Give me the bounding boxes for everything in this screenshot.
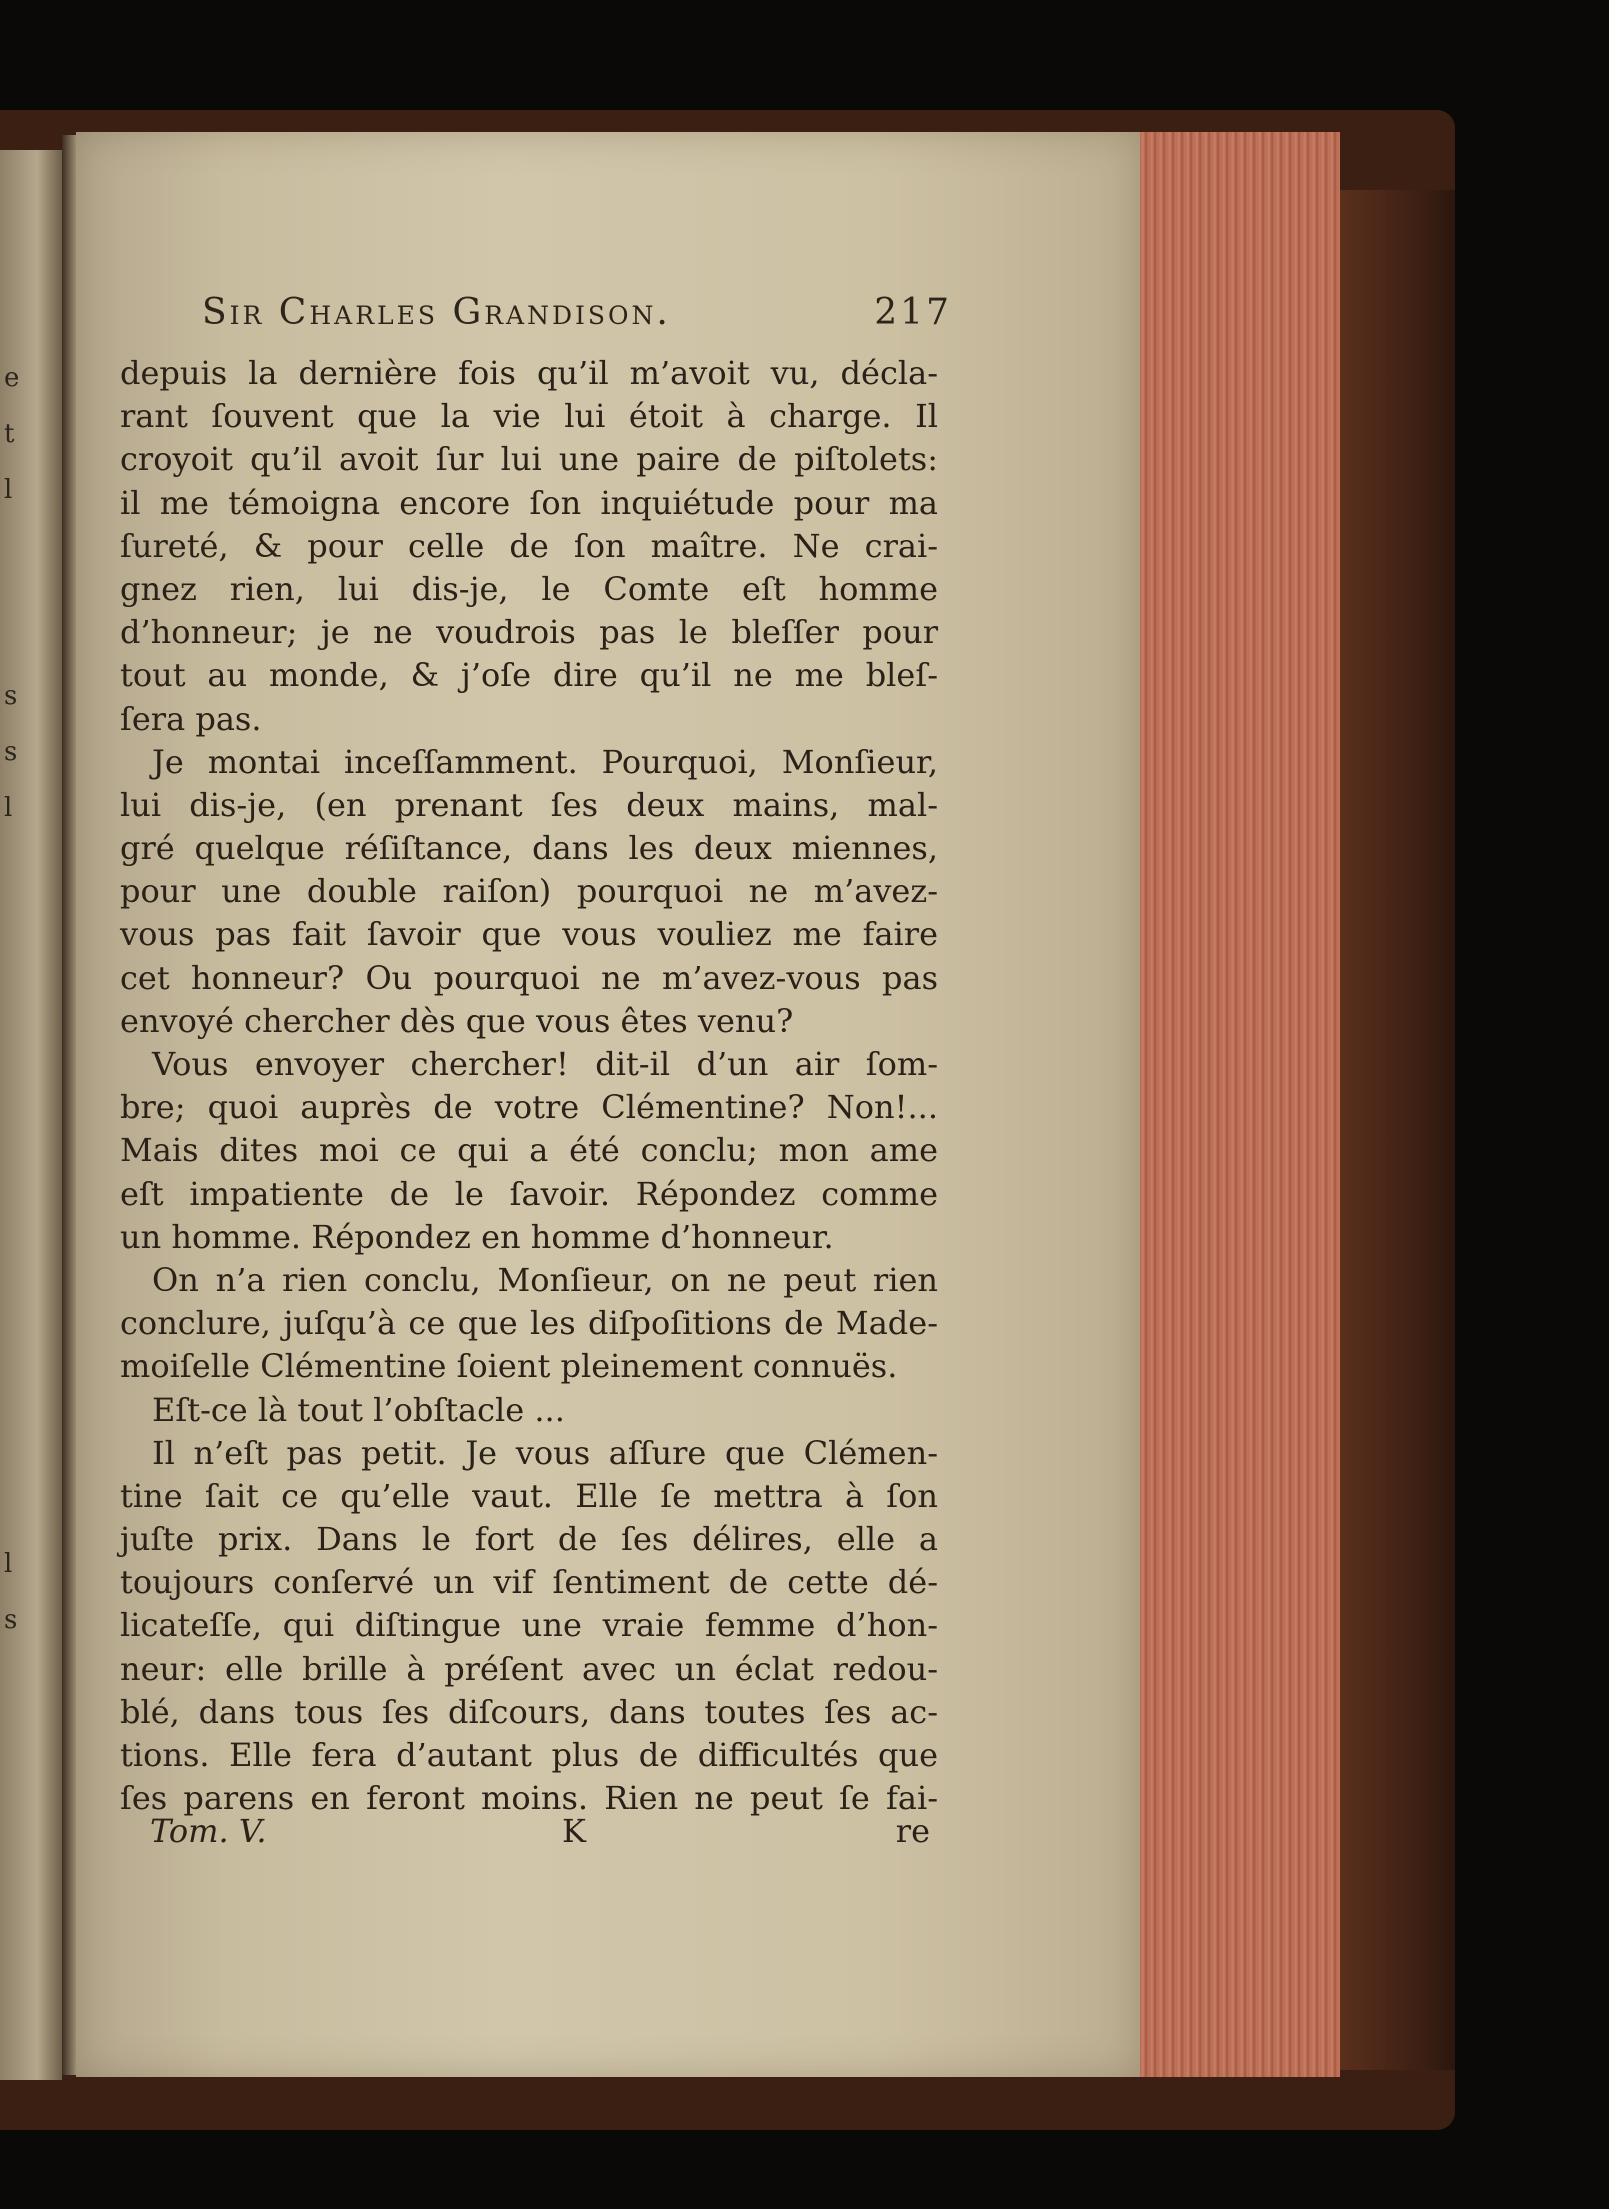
text-line: moiſelle Clémentine ſoient pleinement connuës. [120, 1347, 898, 1386]
text-line: tions. Elle fera d’autant plus de difficultés que [120, 1736, 938, 1774]
body-text [120, 352, 938, 1820]
fragment: s [4, 681, 18, 711]
text-line: toujours conſervé un vif ſentiment de cette dé- [120, 1563, 938, 1602]
text-line: Il n’eſt pas petit. Je vous aſſure que Clémen- [152, 1433, 938, 1472]
text-line: conclure, juſqu’à ce que les diſpoſitions de Made- [120, 1304, 938, 1343]
text-line: il me témoigna encore ſon inquiétude pour ma [120, 483, 938, 522]
text-line: eſt impatiente de le ſavoir. Répondez comme [120, 1174, 938, 1213]
fragment: s [4, 737, 18, 767]
page-footer [150, 1812, 940, 1852]
text-line: ſureté, & pour celle de ſon maître. Ne crai- [120, 526, 938, 565]
facing-page-text-fragments [4, 350, 24, 1648]
text-line: un homme. Répondez en homme d’honneur. [120, 1217, 834, 1256]
text-line: rant ſouvent que la vie lui étoit à charge. Il [120, 397, 938, 436]
signature-mark: K [562, 1812, 586, 1850]
text-line: lui dis-je, (en prenant ſes deux mains, mal- [120, 785, 938, 824]
facing-page-edge [0, 150, 62, 2080]
text-line: vous pas fait ſavoir que vous vouliez me faire [120, 915, 938, 954]
page-fore-edge [1140, 132, 1340, 2077]
text-line: tine ſait ce qu’elle vaut. Elle ſe mettra à ſon [120, 1476, 938, 1515]
fragment: e [4, 363, 20, 393]
text-line: d’honneur; je ne voudrois pas le bleſſer pour [120, 613, 938, 652]
text-line: pour une double raiſon) pourquoi ne m’avez- [120, 872, 938, 911]
fragment: l [4, 1549, 13, 1579]
cover-edge [1340, 190, 1455, 2070]
text-line: juſte prix. Dans le fort de ſes délires, elle a [120, 1520, 938, 1559]
text-line: cet honneur? Ou pourquoi ne m’avez-vous pas [120, 958, 938, 997]
running-head [202, 292, 952, 344]
text-line: Mais dites moi ce qui a été conclu; mon ame [120, 1131, 938, 1170]
text-line: depuis la dernière fois qu’il m’avoit vu, décla- [120, 354, 938, 392]
text-line: gré quelque réſiſtance, dans les deux miennes, [120, 829, 938, 868]
text-line: ſera pas. [120, 699, 262, 738]
text-line: Je montai inceſſamment. Pourquoi, Monſieur, [152, 742, 938, 781]
text-line: bre; quoi auprès de votre Clémentine? Non!... [120, 1088, 938, 1127]
text-line: ſes parens en feront moins. Rien ne peut ſe fai- [120, 1779, 938, 1818]
text-line: licateſſe, qui diſtingue une vraie femme d’hon- [120, 1606, 938, 1645]
fragment: l [4, 475, 13, 505]
gutter [62, 135, 76, 2075]
volume-mark: Tom. V. [150, 1812, 267, 1850]
text-line: On n’a rien conclu, Monſieur, on ne peut rien [152, 1260, 938, 1299]
text-line: envoyé chercher dès que vous êtes venu? [120, 1001, 794, 1040]
text-line: Eſt-ce là tout l’obſtacle ... [152, 1390, 565, 1429]
text-line: blé, dans tous ſes diſcours, dans toutes ſes ac- [120, 1692, 938, 1731]
catchword: re [895, 1812, 930, 1850]
text-line: Vous envoyer chercher! dit-il d’un air ſom- [152, 1045, 938, 1083]
text-line: tout au monde, & j’oſe dire qu’il ne me bleſ- [120, 656, 938, 695]
fragment: s [4, 1605, 18, 1635]
fragment: t [4, 419, 15, 449]
running-head-title: Sir Charles Grandison. [202, 292, 671, 333]
text-line: gnez rien, lui dis-je, le Comte eſt homme [120, 569, 938, 608]
text-line: neur: elle brille à préſent avec un éclat redou- [120, 1649, 938, 1688]
text-line: croyoit qu’il avoit ſur lui une paire de piſtolets: [120, 440, 938, 479]
page-number: 217 [874, 292, 952, 333]
fragment: l [4, 793, 13, 823]
